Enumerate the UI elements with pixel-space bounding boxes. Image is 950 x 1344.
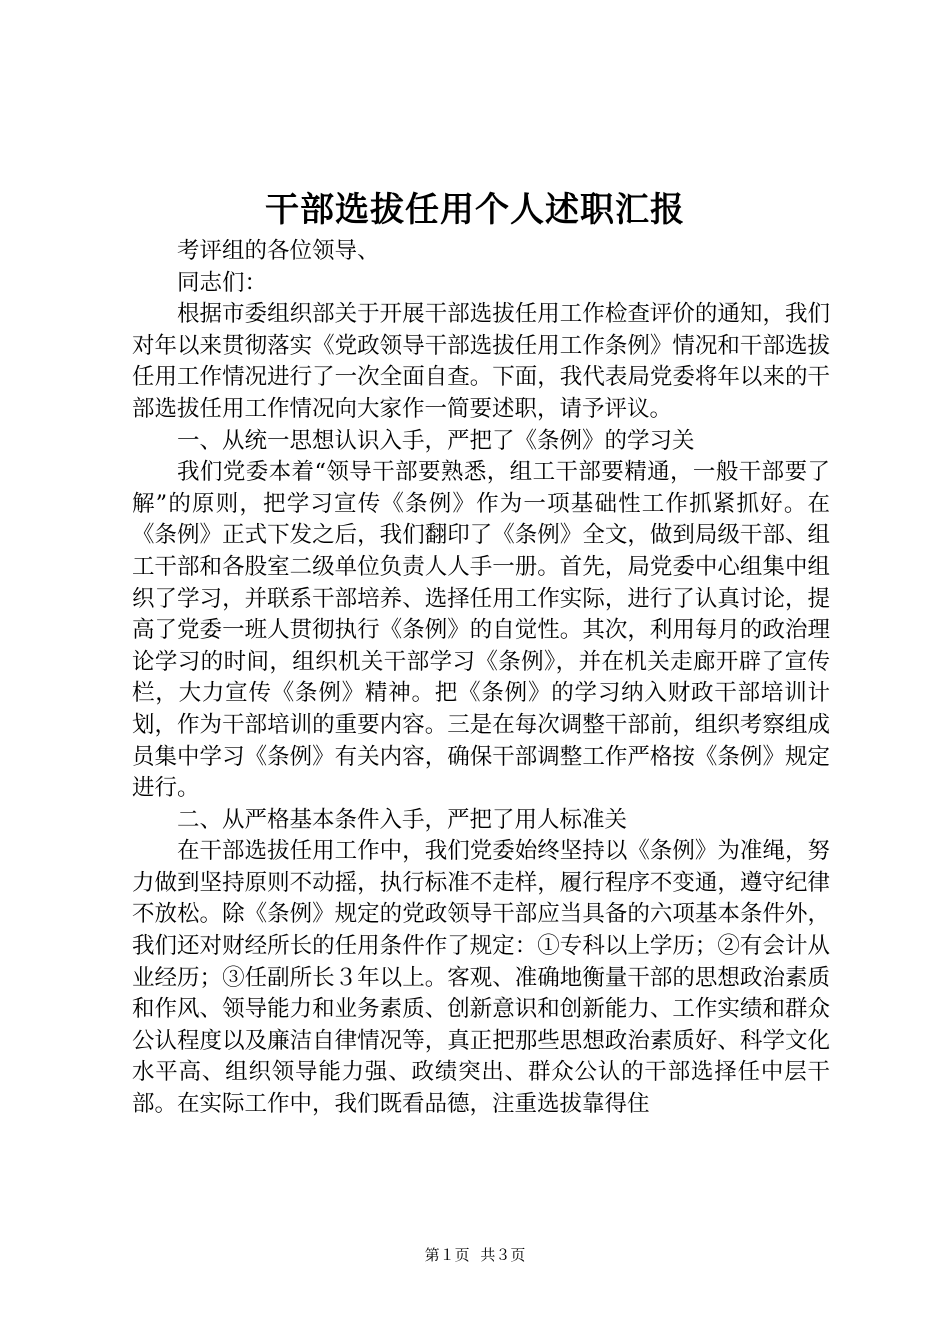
document-title: 干部选拔任用个人述职汇报 xyxy=(265,190,685,230)
page-number-total: 共３页 xyxy=(480,1246,526,1264)
salutation-line-2: 同志们： xyxy=(177,269,268,296)
document-body xyxy=(132,236,830,1121)
section-heading-1: 一、从统一思想认识入手，严把了《条例》的学习关 xyxy=(177,427,695,454)
section-2-paragraph: 在干部选拔任用工作中，我们党委始终坚持以《条例》为准绳，努力做到坚持原则不动摇，执行标准不走样，履行程序不变通，遵守纪律不放松。除《条例》规定的党政领导干部应当具备的六项基本条件外，我们还对财经所长的任用条件作了规定：①专科以上学历；②有会计从业经历；③任副所长３年以上。客观、准确地衡量干部的思想政治素质和作风、领导能力和业务素质、创新意识和创新能力、工作实绩和群众公认程度以及廉洁自律情况等，真正把那些思想政治素质好、科学文化水平高、组织领导能力强、政绩突出、群众公认的干部选择任中层干部。在实际工作中，我们既看品德，注重选拔靠得住 xyxy=(132,838,830,1118)
intro-paragraph: 根据市委组织部关于开展干部选拔任用工作检查评价的通知，我们对年以来贯彻落实《党政领导干部选拔任用工作条例》情况和干部选拔任用工作情况进行了一次全面自查。下面，我代表局党委将年以来的干部选拔任用工作情况向大家作一简要述职，请予评议。 xyxy=(132,301,830,422)
page-number-current: 第１页 xyxy=(424,1246,470,1264)
page-footer xyxy=(0,1244,950,1266)
salutation-line-1: 考评组的各位领导、 xyxy=(177,238,380,264)
section-heading-2: 二、从严格基本条件入手，严把了用人标准关 xyxy=(177,806,628,833)
section-1-paragraph: 我们党委本着“领导干部要熟悉，组工干部要精通，一般干部要了解”的原则，把学习宣传《条例》作为一项基础性工作抓紧抓好。在《条例》正式下发之后，我们翻印了《条例》全文，做到局级干部、组工干部和各股室二级单位负责人人手一册。首先，局党委中心组集中组织了学习，并联系干部培养、选择任用工作实际，进行了认真讨论，提高了党委一班人贯彻执行《条例》的自觉性。其次，利用每月的政治理论学习的时间，组织机关干部学习《条例》，并在机关走廊开辟了宣传栏，大力宣传《条例》精神。把《条例》的学习纳入财政干部培训计划，作为干部培训的重要内容。三是在每次调整干部前，组织考察组成员集中学习《条例》有关内容，确保干部调整工作严格按《条例》规定进行。 xyxy=(132,459,830,802)
